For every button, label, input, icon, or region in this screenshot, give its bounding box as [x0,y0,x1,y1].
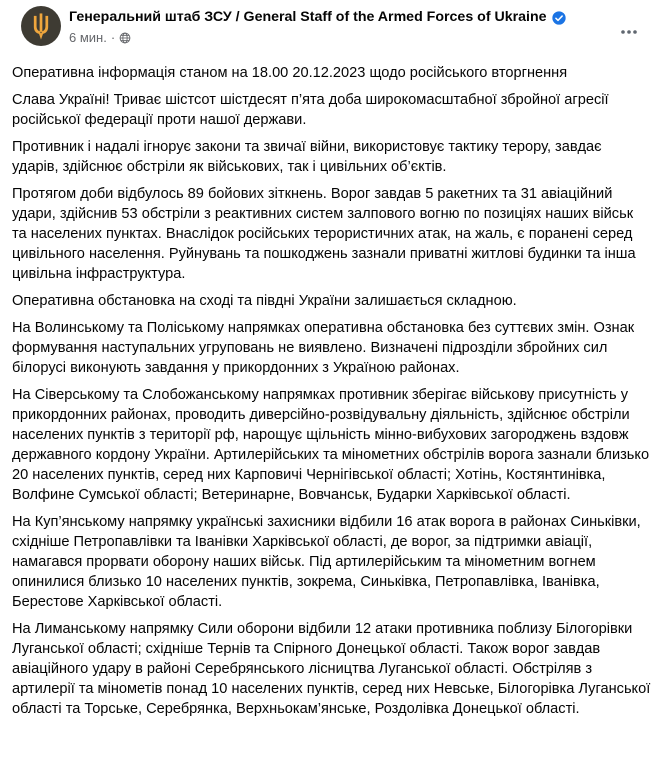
post-header-text [69,6,611,46]
verified-badge-icon [552,11,566,25]
post-paragraph: Противник і надалі ігнорує закони та звичаї війни, використовує тактику терору, завдає ударів, здійснює обстріли як військових, так і цивільних об’єктів. [12,139,606,175]
trident-icon [29,12,53,41]
post-paragraph: На Лиманському напрямку Сили оборони відбили 12 атаки противника поблизу Білогорівки Луганської області; східніше Тернів та Спірного Донецької області. Також ворог завдав авіаційного удару в районі Серебрянського лісництва Луганської області. Обстріляв з артилерії та мінометів понад 10 населених пунктів, серед них Невське, Білогорівка Луганської області та Торське, Серебрянка, Верхньокам’янське, Роздолівка Донецької області. [12,621,655,717]
more-options-button[interactable] [611,14,647,50]
post-meta-row [69,30,611,46]
page-name-row [69,6,611,27]
post-header [0,0,663,50]
post-paragraph: На Сіверському та Слобожанському напрямках противник зберігає військову присутність у прикордонних районах, проводить диверсійно-розвідувальну діяльність, здійснює обстріли населених пунктів з території рф, нарощує щільність мінно-вибухових загороджень вздовж державного кордону України. Артилерійських та мінометних обстрілів ворога зазнали близько 20 населених пунктів, серед них Карповичі Чернігівської області; Хотінь, Костянтинівка, Волфине Сумської області; Ветеринарне, Вовчанськ, Бударки Харківської області. [12,387,654,503]
post-paragraph: Слава Україні! Триває шістсот шістдесят п’ята доба широкомасштабної збройної агресії російської федерації проти нашої держави. [12,92,613,128]
page-name-link[interactable]: Генеральний штаб ЗСУ / General Staff of the Armed Forces of Ukraine [69,9,547,25]
avatar[interactable] [21,6,61,46]
post-paragraph: Протягом доби відбулось 89 бойових зіткнень. Ворог завдав 5 ракетних та 31 авіаційний удари, здійснив 53 обстріли з реактивних систем залпового вогню по позиціях наших військ та населених пунктах. Внаслідок російських терористичних атак, на жаль, є поранені серед цивільного населення. Руйнувань та пошкоджень зазнали приватні житлові будинки та інша цивільна інфраструктура. [12,186,640,282]
post-timestamp[interactable]: 6 мин. [69,30,107,45]
post-paragraph: Оперативна обстановка на сході та півдні України залишається складною. [12,293,517,309]
post-text [0,50,663,719]
three-dots-icon [619,30,639,45]
globe-icon [119,32,131,44]
post-paragraph: Оперативна інформація станом на 18.00 20.12.2023 щодо російського вторгнення [12,65,568,81]
meta-separator: · [110,30,116,45]
post-paragraph: На Волинському та Поліському напрямках оперативна обстановка без суттєвих змін. Ознак формування наступальних угруповань не виявлено. Визначені підрозділи збройних сил білорусі виконують завдання у прикордонних з Україною районах. [12,320,639,376]
post-paragraph: На Куп’янському напрямку українські захисники відбили 16 атак ворога в районах Синьківки, східніше Петропавлівки та Іванівки Харківської області, де ворог, за підтримки авіації, намагався прорвати оборону наших військ. Під артилерійським та мінометним вогнем опинилися близько 10 населених пунктів, зокрема, Синьківка, Петропавлівка, Іванівка, Берестове Харківської області. [12,514,645,610]
